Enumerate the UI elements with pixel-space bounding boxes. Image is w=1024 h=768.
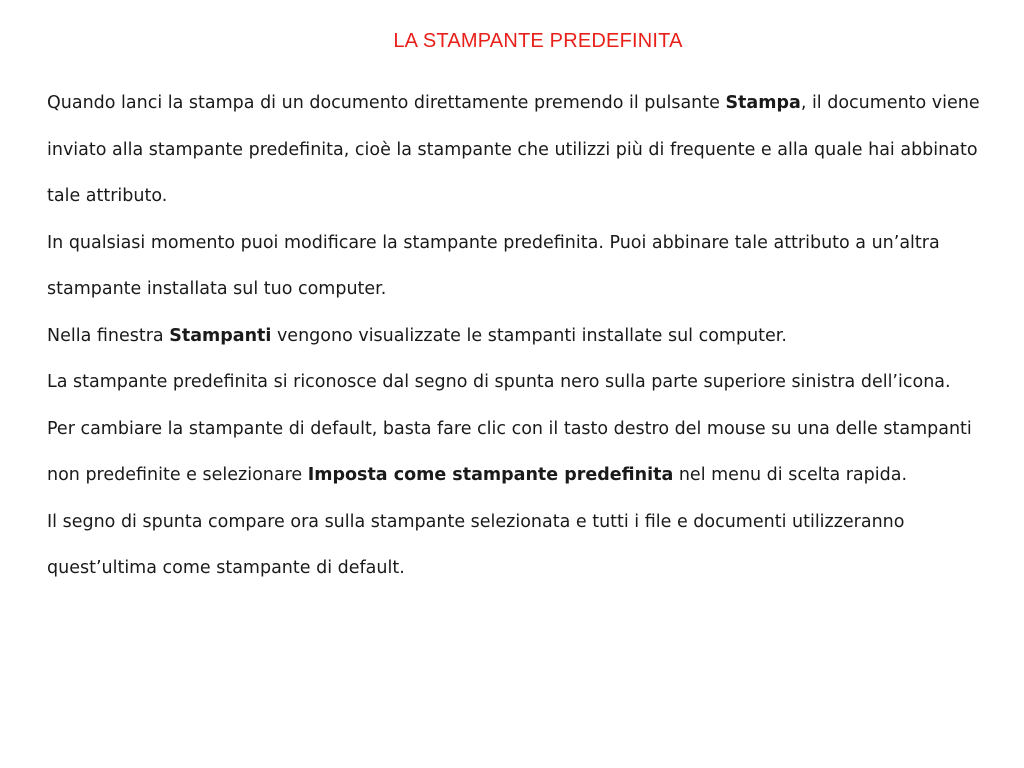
- paragraph-text: Il segno di spunta compare ora sulla stampante selezionata e tutti i file e documenti utilizzeranno quest’ultima come stampante di default.: [47, 511, 905, 578]
- paragraph-text: Nella finestra: [47, 325, 170, 346]
- bold-term-stampa: Stampa: [725, 93, 801, 113]
- bold-term-stampanti: Stampanti: [169, 325, 272, 346]
- paragraph-text: , il documento viene inviato alla stampante predefinita, cioè la stampante che utilizzi più di frequente e alla quale hai abbinato tale attributo.: [47, 93, 980, 206]
- paragraph-text: La stampante predefinita si riconosce dal segno di spunta nero sulla parte superiore sinistra dell’icona. Per cambiare la stampante di default, basta fare clic con il tasto destro del mouse su una delle stampanti non predefinite e selezionare: [47, 372, 972, 485]
- paragraph-checkmark-instructions: [47, 359, 982, 499]
- paragraph-checkmark-result: [47, 499, 982, 592]
- paragraph-text: vengono visualizzate le stampanti installate sul computer.: [271, 325, 787, 346]
- paragraph-default-printer-intro: [47, 80, 982, 220]
- paragraph-change-default: [47, 220, 982, 313]
- slide-title: LA STAMPANTE PREDEFINITA: [393, 30, 683, 52]
- bold-term-imposta-come-predefinita: Imposta come stampante predefinita: [307, 465, 674, 485]
- paragraph-text: Quando lanci la stampa di un documento direttamente premendo il pulsante: [47, 93, 726, 113]
- paragraph-text: In qualsiasi momento puoi modificare la stampante predefinita. Puoi abbinare tale attributo a un’altra stampante installata sul tuo computer.: [47, 232, 940, 299]
- slide-body: [47, 80, 982, 592]
- paragraph-printers-window: [47, 313, 982, 360]
- paragraph-text: nel menu di scelta rapida.: [673, 465, 908, 485]
